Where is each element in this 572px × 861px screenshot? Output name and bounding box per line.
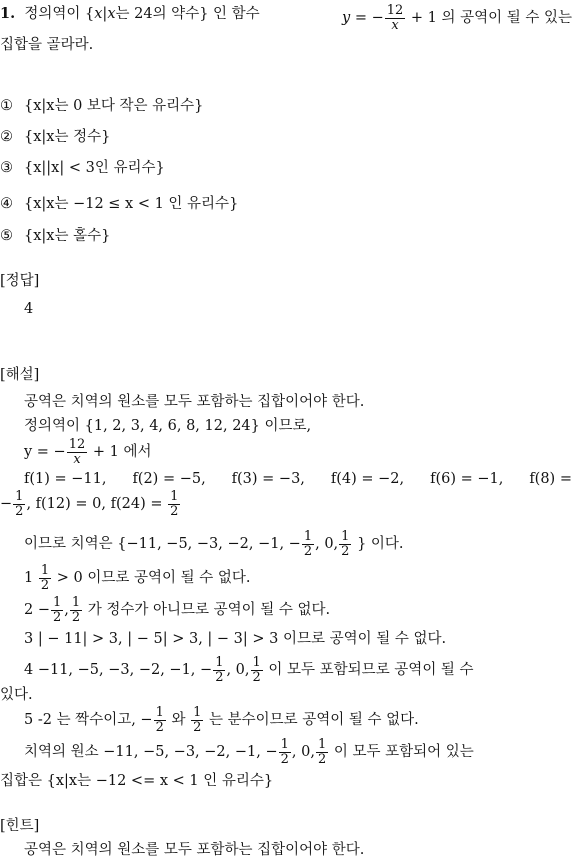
explanation-line: 있다. [0, 687, 33, 703]
fraction: $\frac{1}{2}$ [52, 595, 62, 625]
explanation-line: 4 −11, −5, −3, −2, −1, − $\frac{1}{2}$ , 0, $\frac{1}{2}$ 이 모두 포함되므로 공역이 될 수 [24, 655, 474, 685]
option-3[interactable] [0, 159, 572, 179]
explanation-line: 이므로 치역은 {−11, −5, −3, −2, −1, − $\frac{1}{2}$ , 0, $\frac{1}{2}$ } 이다. [24, 529, 404, 559]
answer-value: 4 [24, 301, 34, 317]
fraction: $\frac{1}{2}$ [193, 705, 202, 735]
fraction: $\frac{1}{2}$ [317, 737, 327, 767]
fraction: $\frac{1}{2}$ [170, 489, 179, 519]
question-line-1 [0, 4, 572, 32]
option-2-mark: ② [0, 129, 13, 145]
fraction: $\frac{1}{2}$ [252, 655, 261, 685]
explanation-line: 2 − $\frac{1}{2}$ , $\frac{1}{2}$ 가 정수가 아니므로 공역이 될 수 없다. [24, 595, 331, 625]
option-2-text: {x|x는 정수} [24, 129, 111, 145]
fraction: $\frac{1}{2}$ [71, 595, 81, 625]
fraction: $\frac{1}{2}$ [303, 529, 313, 559]
option-2[interactable] [0, 128, 572, 148]
option-5-text: {x|x는 홀수} [24, 228, 111, 244]
fraction: $\frac{1}{2}$ [15, 489, 24, 519]
option-1[interactable] [0, 97, 572, 117]
explanation-line: 공역은 치역의 원소를 모두 포함하는 집합이어야 한다. [24, 394, 365, 410]
answer-heading: [정답] [0, 273, 40, 289]
question-line-2: 집합을 골라라. [0, 37, 94, 53]
question-domain-text: 정의역이 {x|x는 24의 약수} 인 함수 [24, 6, 260, 22]
option-1-text: {x|x는 0 보다 작은 유리수} [24, 98, 204, 114]
explanation-line: 3 | − 11| > 3, | − 5| > 3, | − 3| > 3 이므로 공역이 될 수 없다. [24, 631, 447, 647]
fraction: $\frac{1}{2}$ [155, 705, 164, 735]
option-3-mark: ③ [0, 160, 13, 176]
question-number: 1. [0, 5, 16, 22]
explanation-line: y = − $\frac{12}{x}$ + 1 에서 [24, 437, 152, 467]
hint-heading: [힌트] [0, 818, 40, 834]
question-function: y = − $\frac{12}{x}$ + 1 의 공역이 될 수 있는 [342, 3, 572, 33]
fraction: $\frac{1}{2}$ [215, 655, 224, 685]
option-3-text: {x||x| < 3인 유리수} [24, 160, 165, 176]
explanation-values-line: f(1) = −11, f(2) = −5, f(3) = −3, f(4) = −2, f(6) = −1, f(8) = [24, 471, 572, 487]
hint-text: 공역은 치역의 원소를 모두 포함하는 집합이어야 한다. [24, 842, 365, 858]
fraction: $\frac{12}{x}$ [386, 3, 404, 33]
option-1-mark: ① [0, 98, 13, 114]
fraction: $\frac{12}{x}$ [68, 437, 86, 467]
explanation-line: 5 -2 는 짝수이고, − $\frac{1}{2}$ 와 $\frac{1}{2}$ 는 분수이므로 공역이 될 수 없다. [24, 705, 419, 735]
fraction: $\frac{1}{2}$ [280, 737, 289, 767]
explanation-heading: [해설] [0, 367, 40, 383]
fraction: $\frac{1}{2}$ [341, 529, 350, 559]
option-4[interactable] [0, 195, 572, 215]
explanation-line: 정의역이 {1, 2, 3, 4, 6, 8, 12, 24} 이므로, [24, 418, 312, 434]
fraction: $\frac{1}{2}$ [40, 563, 50, 593]
option-4-mark: ④ [0, 196, 13, 212]
explanation-line: − $\frac{1}{2}$ , f(12) = 0, f(24) = $\frac{1}{2}$ [0, 489, 179, 519]
explanation-line: 집합은 {x|x는 −12 <= x < 1 인 유리수} [0, 773, 274, 789]
explanation-line: 치역의 원소 −11, −5, −3, −2, −1, − $\frac{1}{2}$ , 0, $\frac{1}{2}$ 이 모두 포함되어 있는 [24, 737, 474, 767]
option-4-text: {x|x는 −12 ≤ x < 1 인 유리수} [24, 196, 239, 212]
option-5[interactable] [0, 227, 572, 247]
explanation-line: 1 $\frac{1}{2}$ > 0 이므로 공역이 될 수 없다. [24, 563, 251, 593]
option-5-mark: ⑤ [0, 228, 13, 244]
